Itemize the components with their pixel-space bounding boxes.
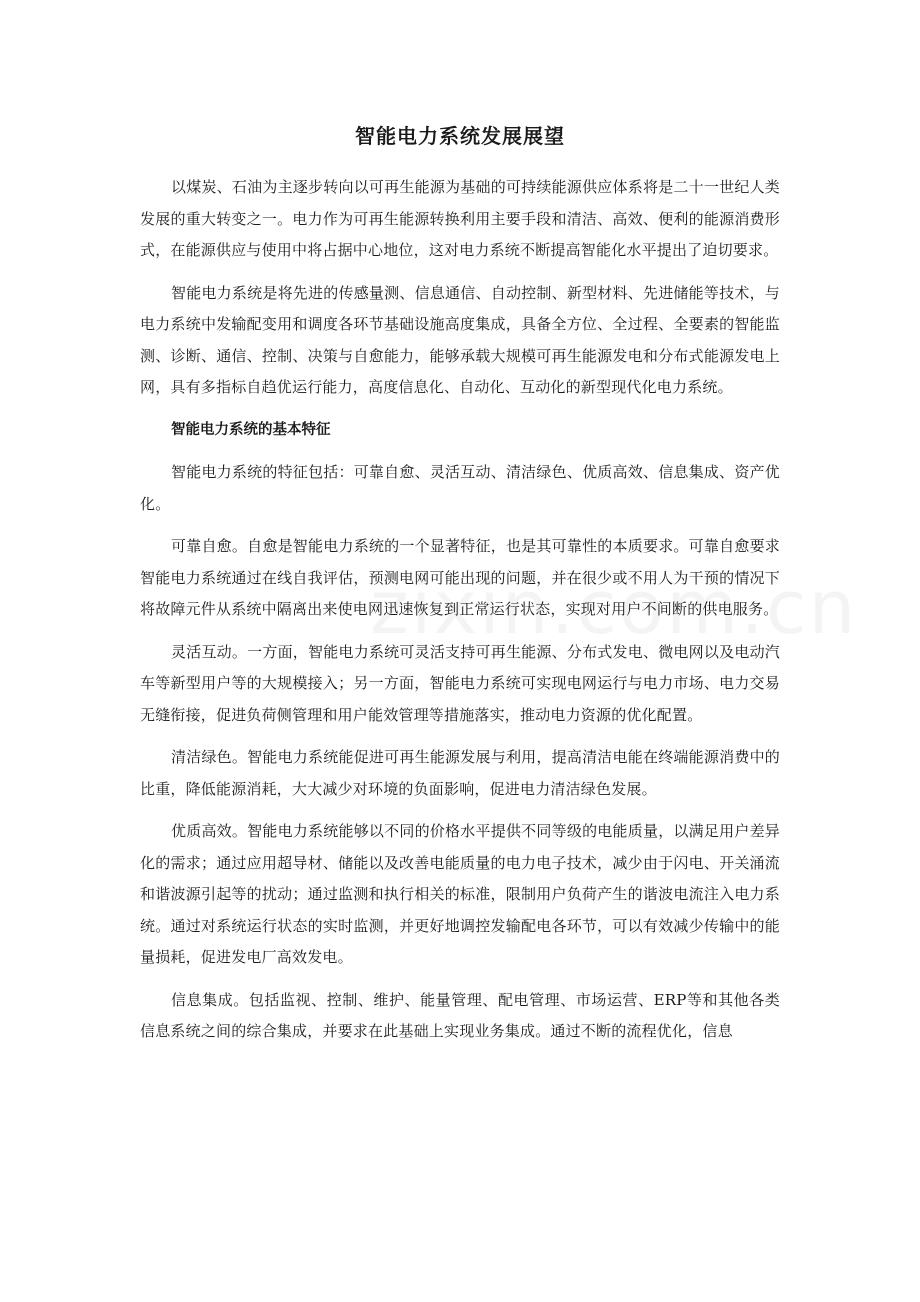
section-heading: 智能电力系统的基本特征 bbox=[171, 421, 331, 438]
paragraph-intro: 以煤炭、石油为主逐步转向以可再生能源为基础的可持续能源供应体系将是二十一世纪人类发展的重大转变之一。电力作为可再生能源转换利用主要手段和清洁、高效、便利的能源消费形式，在能源供应与使用中将占据中心地位，这对电力系统不断提高智能化水平提出了迫切要求。 bbox=[140, 178, 780, 259]
paragraph-flexible-interaction: 灵活互动。一方面，智能电力系统可灵活支持可再生能源、分布式发电、微电网以及电动汽车等新型用户等的大规模接入；另一方面，智能电力系统可实现电网运行与电力市场、电力交易无缝衔接，促进负荷侧管理和用户能效管理等措施落实，推动电力资源的优化配置。 bbox=[140, 642, 780, 724]
document-page bbox=[140, 118, 780, 1059]
paragraph-definition: 智能电力系统是将先进的传感量测、信息通信、自动控制、新型材料、先进储能等技术，与电力系统中发输配变用和调度各环节基础设施高度集成，具备全方位、全过程、全要素的智能监测、诊断、通信、控制、决策与自愈能力，能够承载大规模可再生能源发电和分布式能源发电上网，具有多指标自趋优运行能力，高度信息化、自动化、互动化的新型现代化电力系统。 bbox=[140, 283, 780, 396]
paragraph-clean-green: 清洁绿色。智能电力系统能促进可再生能源发展与利用，提高清洁电能在终端能源消费中的比重，降低能源消耗，大大减少对环境的负面影响，促进电力清洁绿色发展。 bbox=[140, 748, 780, 798]
paragraph-information-integration: 信息集成。包括监视、控制、维护、能量管理、配电管理、市场运营、ERP等和其他各类信息系统之间的综合集成，并要求在此基础上实现业务集成。通过不断的流程优化，信息 bbox=[140, 990, 780, 1040]
paragraph-quality-efficient: 优质高效。智能电力系统能够以不同的价格水平提供不同等级的电能质量，以满足用户差异化的需求；通过应用超导材、储能以及改善电能质量的电力电子技术，减少由于闪电、开关涌流和谐波源引起等的扰动；通过监测和执行相关的标准，限制用户负荷产生的谐波电流注入电力系统。通过对系统运行状态的实时监测，并更好地调控发输配电各环节，可以有效减少传输中的能量损耗，促进发电厂高效发电。 bbox=[140, 822, 780, 966]
paragraph-reliable-self-healing: 可靠自愈。自愈是智能电力系统的一个显著特征，也是其可靠性的本质要求。可靠自愈要求智能电力系统通过在线自我评估，预测电网可能出现的问题，并在很少或不用人为干预的情况下将故障元件从系统中隔离出来使电网迅速恢复到正常运行状态，实现对用户不间断的供电服务。 bbox=[140, 537, 780, 618]
document-title: 智能电力系统发展展望 bbox=[355, 124, 565, 148]
paragraph-features-summary: 智能电力系统的特征包括：可靠自愈、灵活互动、清洁绿色、优质高效、信息集成、资产优化。 bbox=[140, 463, 780, 513]
